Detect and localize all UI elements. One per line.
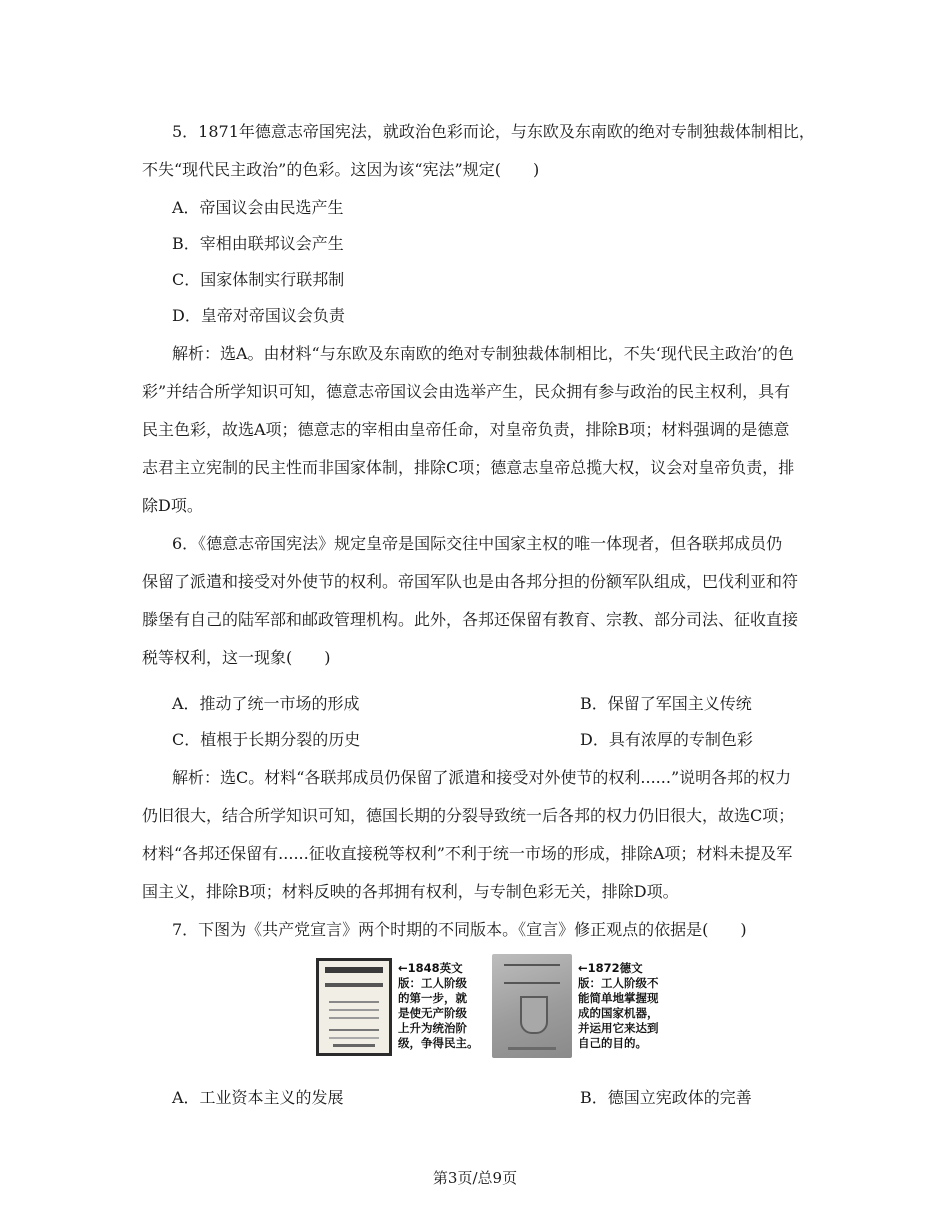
q6-option-c: C．植根于长期分裂的历史 <box>172 730 361 749</box>
q6-stem-line-1: 6．《德意志帝国宪法》规定皇帝是国际交往中国家主权的唯一体现者，但各联邦成员仍 <box>172 534 783 553</box>
q5-option-b: B．宰相由联邦议会产生 <box>172 234 344 253</box>
caption-1872-edition: ←1872德文 版：工人阶级不 能简单地掌握现 成的国家机器， 并运用它来达到 自己的目的。 <box>578 961 659 1050</box>
q5-option-a: A．帝国议会由民选产生 <box>172 198 344 217</box>
q5-option-c: C．国家体制实行联邦制 <box>172 270 345 289</box>
q5-stem-line-2: 不失“现代民主政治”的色彩。这因为该“宪法”规定( ) <box>142 160 540 179</box>
manifesto-1848-cover-image <box>316 958 392 1056</box>
q7-option-a: A．工业资本主义的发展 <box>172 1088 344 1107</box>
manifesto-editions-figure <box>312 953 698 1061</box>
q5-stem-line-1: 5．1871年德意志帝国宪法，就政治色彩而论，与东欧及东南欧的绝对专制独裁体制相比， <box>172 122 815 141</box>
q6-stem-line-3: 滕堡有自己的陆军部和邮政管理机构。此外，各邦还保留有教育、宗教、部分司法、征收直接 <box>142 610 799 629</box>
q6-stem-line-4: 税等权利，这一现象( ) <box>142 648 331 667</box>
q7-option-b: B．德国立宪政体的完善 <box>580 1088 752 1107</box>
q6-option-d: D．具有浓厚的专制色彩 <box>580 730 753 749</box>
q6-stem-line-2: 保留了派遣和接受对外使节的权利。帝国军队也是由各邦分担的份额军队组成，巴伐利亚和符 <box>142 572 799 591</box>
q5-analysis-line-3: 民主色彩，故选A项；德意志的宰相由皇帝任命，对皇帝负责，排除B项；材料强调的是德意 <box>142 420 790 439</box>
q6-analysis-line-2: 仍旧很大，结合所学知识可知，德国长期的分裂导致统一后各邦的权力仍旧很大，故选C项； <box>142 806 795 825</box>
q6-analysis-line-3: 材料“各邦还保留有......征收直接税等权利”不利于统一市场的形成，排除A项；材料未提及军 <box>142 844 793 863</box>
caption-1848-edition: ←1848英文 版：工人阶级 的第一步，就 是使无产阶级 上升为统治阶 级，争得民主。 <box>398 961 479 1050</box>
q6-analysis-line-4: 国主义，排除B项；材料反映的各邦拥有权利，与专制色彩无关，排除D项。 <box>142 882 679 901</box>
q5-analysis-line-5: 除D项。 <box>142 496 203 515</box>
manifesto-1872-cover-image <box>492 954 572 1058</box>
q5-analysis-line-1: 解析：选A。由材料“与东欧及东南欧的绝对专制独裁体制相比，不失‘现代民主政治’的色 <box>172 344 794 363</box>
q5-option-d: D．皇帝对帝国议会负责 <box>172 306 345 325</box>
q5-analysis-line-2: 彩”并结合所学知识可知，德意志帝国议会由选举产生，民众拥有参与政治的民主权利，具有 <box>142 382 791 401</box>
q5-analysis-line-4: 志君主立宪制的民主性而非国家体制，排除C项；德意志皇帝总揽大权，议会对皇帝负责，排 <box>142 458 795 477</box>
q7-stem: 7．下图为《共产党宣言》两个时期的不同版本。《宣言》修正观点的依据是( ) <box>172 920 747 939</box>
q6-option-b: B．保留了军国主义传统 <box>580 694 752 713</box>
q6-option-a: A．推动了统一市场的形成 <box>172 694 360 713</box>
page-footer: 第3页/总9页 <box>432 1169 518 1187</box>
q6-analysis-line-1: 解析：选C。材料“各联邦成员仍保留了派遣和接受对外使节的权利......”说明各邦的权力 <box>172 768 792 787</box>
